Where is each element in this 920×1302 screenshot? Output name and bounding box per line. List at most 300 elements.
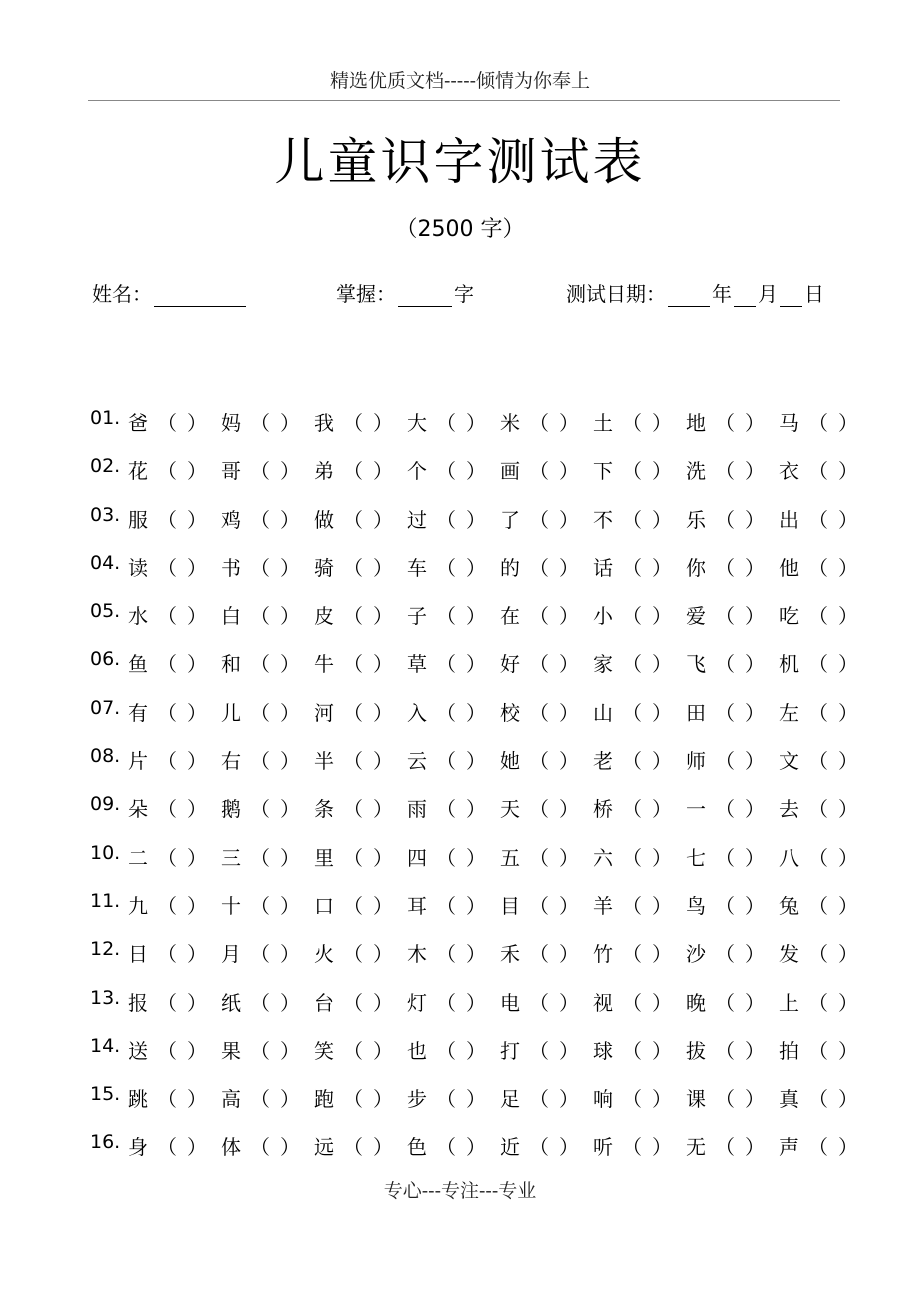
character-cell: [407, 842, 491, 871]
answer-paren-close: ）: [652, 1135, 672, 1160]
test-character: 花: [128, 459, 148, 484]
character-cell: [779, 1131, 863, 1160]
table-row: [90, 590, 870, 638]
test-character: 机: [779, 652, 799, 677]
character-cell: [221, 1035, 305, 1064]
answer-paren-close: ）: [187, 652, 207, 677]
answer-paren-open: （: [157, 1038, 177, 1063]
answer-paren-close: ）: [187, 411, 207, 435]
character-cell: [500, 648, 584, 677]
test-character: 鹅: [221, 797, 241, 822]
mastery-label: 掌握：: [336, 282, 396, 306]
character-cell: [779, 987, 863, 1016]
answer-paren-open: （: [250, 797, 270, 822]
character-cell: [500, 697, 584, 726]
character-cell: [593, 938, 677, 967]
test-character: 送: [128, 1038, 148, 1063]
test-character: 月: [221, 942, 241, 967]
test-character: 球: [593, 1038, 613, 1063]
character-cell: [221, 938, 305, 967]
character-cell: [407, 745, 491, 774]
character-cell: [221, 407, 305, 436]
answer-paren-close: ）: [652, 1087, 672, 1112]
answer-paren-close: ）: [559, 845, 579, 870]
test-character: 九: [128, 893, 148, 918]
character-cell: [221, 890, 305, 919]
test-character: 无: [686, 1135, 706, 1160]
test-character: 骑: [314, 555, 334, 580]
answer-paren-open: （: [250, 411, 270, 435]
test-character: 书: [221, 555, 241, 580]
answer-paren-close: ）: [838, 459, 858, 484]
character-cell: [593, 793, 677, 822]
answer-paren-close: ）: [745, 990, 765, 1015]
answer-paren-close: ）: [187, 749, 207, 774]
test-character: 她: [500, 749, 520, 774]
mastery-blank[interactable]: [398, 284, 452, 307]
character-cell: [593, 1131, 677, 1160]
character-cell: [686, 697, 770, 726]
test-character: 山: [593, 700, 613, 725]
test-character: 他: [779, 555, 799, 580]
row-number: 13.: [90, 986, 121, 1009]
test-character: 牛: [314, 652, 334, 677]
answer-paren-open: （: [622, 652, 642, 677]
month-unit: 月: [758, 282, 778, 306]
answer-paren-close: ）: [652, 507, 672, 532]
answer-paren-open: （: [715, 604, 735, 629]
character-cell: [314, 1035, 398, 1064]
day-blank[interactable]: [780, 284, 802, 307]
table-row: [90, 928, 870, 976]
answer-paren-close: ）: [652, 990, 672, 1015]
character-cell: [128, 648, 212, 677]
answer-paren-close: ）: [838, 700, 858, 725]
character-cell: [128, 987, 212, 1016]
row-number: 15.: [90, 1083, 121, 1106]
character-cell: [221, 1131, 305, 1160]
answer-paren-open: （: [343, 604, 363, 629]
test-character: 米: [500, 411, 520, 435]
character-cell: [593, 745, 677, 774]
character-cell: [500, 987, 584, 1016]
character-cell: [128, 1131, 212, 1160]
answer-paren-close: ）: [559, 893, 579, 918]
test-character: 话: [593, 555, 613, 580]
answer-paren-close: ）: [745, 700, 765, 725]
answer-paren-close: ）: [838, 1038, 858, 1063]
test-character: 飞: [686, 652, 706, 677]
character-cell: [779, 1083, 863, 1112]
row-number: 04.: [90, 551, 121, 574]
answer-paren-close: ）: [652, 604, 672, 629]
test-character: 云: [407, 749, 427, 774]
row-number: 02.: [90, 455, 121, 478]
character-cell: [686, 793, 770, 822]
character-cell: [128, 890, 212, 919]
character-cell: [128, 1083, 212, 1112]
answer-paren-close: ）: [838, 990, 858, 1015]
answer-paren-open: （: [529, 893, 549, 918]
character-cell: [593, 504, 677, 533]
row-number: 10.: [90, 841, 121, 864]
test-character: 木: [407, 942, 427, 967]
character-cell: [407, 890, 491, 919]
answer-paren-close: ）: [373, 1038, 393, 1063]
page-subtitle: （2500 字）: [395, 217, 525, 242]
character-cell: [686, 890, 770, 919]
table-row: [90, 397, 870, 445]
test-character: 步: [407, 1087, 427, 1112]
test-character: 八: [779, 845, 799, 870]
answer-paren-close: ）: [745, 1087, 765, 1112]
answer-paren-open: （: [436, 893, 456, 918]
test-character: 目: [500, 893, 520, 918]
character-cell: [779, 1035, 863, 1064]
test-character: 哥: [221, 459, 241, 484]
character-cell: [500, 793, 584, 822]
answer-paren-open: （: [343, 990, 363, 1015]
table-row: [90, 880, 870, 928]
answer-paren-close: ）: [652, 893, 672, 918]
answer-paren-open: （: [622, 604, 642, 629]
answer-paren-open: （: [436, 845, 456, 870]
answer-paren-open: （: [343, 1087, 363, 1112]
answer-paren-open: （: [529, 411, 549, 435]
answer-paren-close: ）: [466, 604, 486, 629]
answer-paren-open: （: [808, 411, 828, 435]
answer-paren-close: ）: [466, 652, 486, 677]
test-character: 高: [221, 1087, 241, 1112]
answer-paren-close: ）: [373, 1087, 393, 1112]
answer-paren-open: （: [808, 845, 828, 870]
answer-paren-close: ）: [466, 1135, 486, 1160]
answer-paren-open: （: [436, 797, 456, 822]
answer-paren-open: （: [622, 555, 642, 580]
character-cell: [686, 938, 770, 967]
answer-paren-open: （: [250, 749, 270, 774]
answer-paren-open: （: [529, 1038, 549, 1063]
test-character: 我: [314, 411, 334, 435]
answer-paren-open: （: [715, 845, 735, 870]
answer-paren-close: ）: [373, 845, 393, 870]
character-cell: [314, 1083, 398, 1112]
answer-paren-open: （: [157, 1135, 177, 1160]
answer-paren-open: （: [622, 845, 642, 870]
character-cell: [128, 552, 212, 581]
test-character: 耳: [407, 893, 427, 918]
character-cell: [779, 552, 863, 581]
test-character: 日: [128, 942, 148, 967]
test-character: 文: [779, 749, 799, 774]
character-cell: [407, 455, 491, 484]
test-character: 不: [593, 507, 613, 532]
answer-paren-open: （: [808, 990, 828, 1015]
test-character: 读: [128, 555, 148, 580]
answer-paren-open: （: [715, 555, 735, 580]
year-unit: 年: [712, 282, 732, 306]
answer-paren-close: ）: [280, 507, 300, 532]
test-character: 天: [500, 797, 520, 822]
character-cell: [314, 938, 398, 967]
test-character: 禾: [500, 942, 520, 967]
character-cell: [407, 987, 491, 1016]
answer-paren-close: ）: [559, 990, 579, 1015]
test-character: 听: [593, 1135, 613, 1160]
answer-paren-close: ）: [280, 942, 300, 967]
test-character: 个: [407, 459, 427, 484]
character-cell: [686, 455, 770, 484]
page-title: 儿童识字测试表: [274, 133, 646, 191]
character-cell: [314, 842, 398, 871]
character-cell: [314, 552, 398, 581]
test-character: 灯: [407, 990, 427, 1015]
name-label: 姓名：: [92, 282, 152, 306]
answer-paren-close: ）: [652, 1038, 672, 1063]
test-character: 校: [500, 700, 520, 725]
footer-note: 专心---专注---专业: [383, 1180, 537, 1202]
answer-paren-close: ）: [280, 700, 300, 725]
answer-paren-close: ）: [745, 893, 765, 918]
answer-paren-open: （: [622, 797, 642, 822]
row-number: 07.: [90, 696, 121, 719]
answer-paren-close: ）: [838, 845, 858, 870]
answer-paren-open: （: [157, 845, 177, 870]
answer-paren-open: （: [622, 893, 642, 918]
row-number: 12.: [90, 938, 121, 961]
answer-paren-open: （: [715, 990, 735, 1015]
answer-paren-open: （: [808, 459, 828, 484]
test-character: 妈: [221, 411, 241, 435]
test-character: 田: [686, 700, 706, 725]
row-number: 06.: [90, 648, 121, 671]
character-cell: [314, 745, 398, 774]
character-cell: [221, 842, 305, 871]
test-character: 晚: [686, 990, 706, 1015]
character-cell: [779, 648, 863, 677]
table-row: [90, 494, 870, 542]
character-cell: [128, 504, 212, 533]
character-cell: [593, 987, 677, 1016]
answer-paren-open: （: [715, 893, 735, 918]
character-cell: [128, 600, 212, 629]
answer-paren-close: ）: [466, 1087, 486, 1112]
answer-paren-open: （: [622, 749, 642, 774]
answer-paren-open: （: [343, 1038, 363, 1063]
test-character: 视: [593, 990, 613, 1015]
answer-paren-open: （: [436, 1038, 456, 1063]
answer-paren-close: ）: [745, 942, 765, 967]
answer-paren-close: ）: [838, 1087, 858, 1112]
row-number: 08.: [90, 745, 121, 768]
answer-paren-close: ）: [466, 459, 486, 484]
answer-paren-close: ）: [745, 845, 765, 870]
answer-paren-close: ）: [466, 797, 486, 822]
answer-paren-close: ）: [745, 1135, 765, 1160]
answer-paren-close: ）: [280, 459, 300, 484]
answer-paren-open: （: [250, 1135, 270, 1160]
answer-paren-open: （: [529, 797, 549, 822]
character-cell: [593, 455, 677, 484]
character-cell: [500, 938, 584, 967]
answer-paren-open: （: [250, 604, 270, 629]
answer-paren-close: ）: [745, 411, 765, 435]
answer-paren-close: ）: [280, 555, 300, 580]
answer-paren-open: （: [250, 990, 270, 1015]
test-character: 衣: [779, 459, 799, 484]
answer-paren-open: （: [529, 1135, 549, 1160]
answer-paren-close: ）: [838, 942, 858, 967]
answer-paren-close: ）: [838, 1135, 858, 1160]
character-cell: [314, 504, 398, 533]
test-character: 课: [686, 1087, 706, 1112]
character-cell: [314, 600, 398, 629]
test-character: 家: [593, 652, 613, 677]
test-character: 远: [314, 1135, 334, 1160]
character-cell: [314, 407, 398, 436]
answer-paren-open: （: [715, 459, 735, 484]
test-character: 大: [407, 411, 427, 435]
test-character: 体: [221, 1135, 241, 1160]
test-character: 二: [128, 845, 148, 870]
answer-paren-close: ）: [373, 507, 393, 532]
test-character: 小: [593, 604, 613, 629]
answer-paren-close: ）: [559, 604, 579, 629]
answer-paren-close: ）: [466, 411, 486, 435]
answer-paren-open: （: [808, 749, 828, 774]
answer-paren-open: （: [343, 797, 363, 822]
answer-paren-close: ）: [838, 893, 858, 918]
test-character: 羊: [593, 893, 613, 918]
answer-paren-close: ）: [559, 1135, 579, 1160]
year-blank[interactable]: [668, 284, 710, 307]
answer-paren-close: ）: [559, 700, 579, 725]
test-character: 儿: [221, 700, 241, 725]
answer-paren-open: （: [343, 893, 363, 918]
test-character: 在: [500, 604, 520, 629]
answer-paren-open: （: [808, 1087, 828, 1112]
answer-paren-close: ）: [187, 942, 207, 967]
character-cell: [779, 938, 863, 967]
row-number: 11.: [90, 889, 121, 912]
character-cell: [221, 793, 305, 822]
table-row: [90, 638, 870, 686]
character-grid: [90, 397, 870, 1170]
answer-paren-open: （: [622, 1038, 642, 1063]
character-cell: [686, 1083, 770, 1112]
answer-paren-close: ）: [559, 1038, 579, 1063]
test-character: 左: [779, 700, 799, 725]
answer-paren-open: （: [529, 700, 549, 725]
test-character: 报: [128, 990, 148, 1015]
answer-paren-open: （: [622, 507, 642, 532]
answer-paren-close: ）: [187, 990, 207, 1015]
answer-paren-open: （: [157, 749, 177, 774]
character-cell: [686, 600, 770, 629]
character-cell: [221, 600, 305, 629]
answer-paren-close: ）: [745, 604, 765, 629]
character-cell: [128, 407, 212, 436]
answer-paren-close: ）: [838, 604, 858, 629]
character-cell: [779, 745, 863, 774]
answer-paren-open: （: [343, 555, 363, 580]
answer-paren-open: （: [157, 555, 177, 580]
answer-paren-close: ）: [745, 749, 765, 774]
test-character: 响: [593, 1087, 613, 1112]
answer-paren-close: ）: [187, 555, 207, 580]
answer-paren-close: ）: [187, 893, 207, 918]
mastery-unit: 字: [454, 282, 474, 306]
test-character: 一: [686, 797, 706, 822]
test-character: 纸: [221, 990, 241, 1015]
answer-paren-open: （: [157, 411, 177, 435]
answer-paren-open: （: [436, 507, 456, 532]
name-blank[interactable]: [154, 284, 246, 307]
character-cell: [314, 987, 398, 1016]
character-cell: [221, 745, 305, 774]
mastery-field: [336, 278, 474, 307]
answer-paren-close: ）: [373, 604, 393, 629]
character-cell: [500, 407, 584, 436]
answer-paren-close: ）: [187, 459, 207, 484]
answer-paren-close: ）: [745, 797, 765, 822]
answer-paren-close: ）: [559, 411, 579, 435]
answer-paren-open: （: [250, 1038, 270, 1063]
answer-paren-open: （: [715, 507, 735, 532]
answer-paren-open: （: [529, 990, 549, 1015]
test-character: 打: [500, 1038, 520, 1063]
test-character: 四: [407, 845, 427, 870]
character-cell: [686, 552, 770, 581]
answer-paren-open: （: [529, 749, 549, 774]
answer-paren-open: （: [808, 893, 828, 918]
test-character: 电: [500, 990, 520, 1015]
answer-paren-open: （: [715, 749, 735, 774]
header-note: 精选优质文档-----倾情为你奉上: [329, 70, 591, 92]
answer-paren-close: ）: [187, 797, 207, 822]
character-cell: [407, 697, 491, 726]
answer-paren-close: ）: [745, 652, 765, 677]
answer-paren-close: ）: [559, 459, 579, 484]
character-cell: [593, 1083, 677, 1112]
test-character: 朵: [128, 797, 148, 822]
answer-paren-open: （: [157, 1087, 177, 1112]
row-number: 03.: [90, 503, 121, 526]
test-character: 跑: [314, 1087, 334, 1112]
table-row: [90, 1121, 870, 1169]
answer-paren-close: ）: [838, 411, 858, 435]
answer-paren-close: ）: [559, 507, 579, 532]
character-cell: [500, 1083, 584, 1112]
character-cell: [407, 504, 491, 533]
month-blank[interactable]: [734, 284, 756, 307]
test-character: 河: [314, 700, 334, 725]
test-character: 子: [407, 604, 427, 629]
answer-paren-open: （: [436, 990, 456, 1015]
answer-paren-open: （: [157, 700, 177, 725]
test-character: 服: [128, 507, 148, 532]
answer-paren-close: ）: [373, 797, 393, 822]
test-character: 色: [407, 1135, 427, 1160]
answer-paren-open: （: [436, 1135, 456, 1160]
answer-paren-close: ）: [745, 459, 765, 484]
character-cell: [128, 938, 212, 967]
character-cell: [593, 890, 677, 919]
answer-paren-close: ）: [652, 411, 672, 435]
answer-paren-open: （: [157, 652, 177, 677]
character-cell: [500, 745, 584, 774]
test-character: 师: [686, 749, 706, 774]
